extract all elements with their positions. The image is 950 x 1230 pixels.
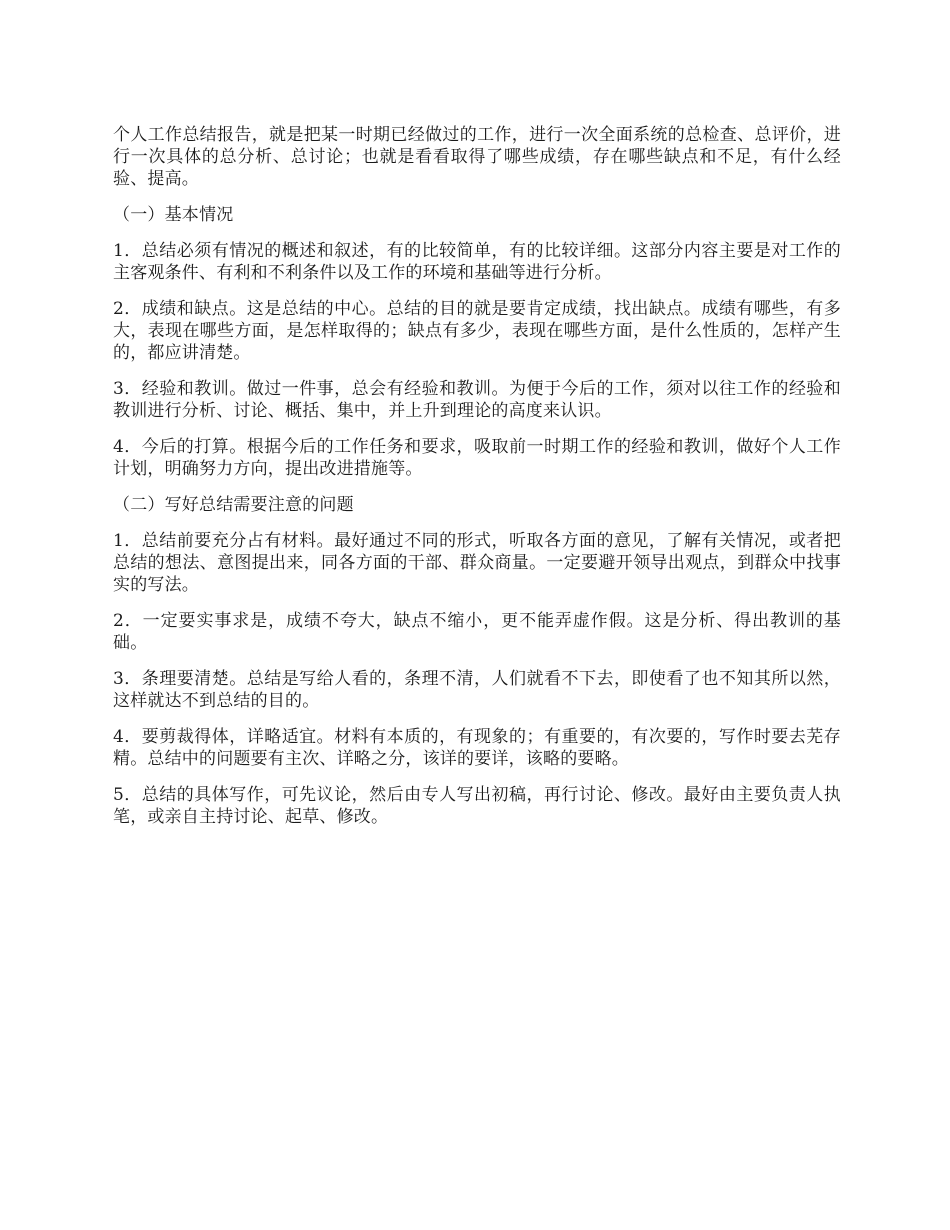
basic-item-2: 2．成绩和缺点。这是总结的中心。总结的目的就是要肯定成绩，找出缺点。成绩有哪些，有多大，表现在哪些方面，是怎样取得的；缺点有多少，表现在哪些方面，是什么性质的，怎样产生的，都应讲清楚。	[113, 299, 841, 363]
basic-item-4: 4．今后的打算。根据今后的工作任务和要求，吸取前一时期工作的经验和教训，做好个人工作计划，明确努力方向，提出改进措施等。	[113, 437, 841, 479]
section-heading-basic-situation: （一）基本情况	[113, 205, 234, 225]
basic-item-1: 1．总结必须有情况的概述和叙述，有的比较简单，有的比较详细。这部分内容主要是对工作的主客观条件、有利和不利条件以及工作的环境和基础等进行分析。	[113, 241, 841, 283]
issue-item-3: 3．条理要清楚。总结是写给人看的，条理不清，人们就看不下去，即使看了也不知其所以然，这样就达不到总结的目的。	[113, 669, 841, 711]
issue-item-5: 5．总结的具体写作，可先议论，然后由专人写出初稿，再行讨论、修改。最好由主要负责人执笔，或亲自主持讨论、起草、修改。	[113, 785, 841, 827]
section-heading-writing-issues: （二）写好总结需要注意的问题	[113, 495, 354, 515]
issue-item-1: 1．总结前要充分占有材料。最好通过不同的形式，听取各方面的意见，了解有关情况，或者把总结的想法、意图提出来，同各方面的干部、群众商量。一定要避开领导出观点，到群众中找事实的写法。	[113, 531, 841, 595]
issue-item-4: 4．要剪裁得体，详略适宜。材料有本质的，有现象的；有重要的，有次要的，写作时要去芜存精。总结中的问题要有主次、详略之分，该详的要详，该略的要略。	[113, 727, 841, 769]
issue-item-2: 2．一定要实事求是，成绩不夸大，缺点不缩小，更不能弄虚作假。这是分析、得出教训的基础。	[113, 611, 841, 653]
intro-paragraph: 个人工作总结报告，就是把某一时期已经做过的工作，进行一次全面系统的总检查、总评价，进行一次具体的总分析、总讨论；也就是看看取得了哪些成绩，存在哪些缺点和不足，有什么经验、提高。	[113, 125, 841, 189]
basic-item-3: 3．经验和教训。做过一件事，总会有经验和教训。为便于今后的工作，须对以往工作的经验和教训进行分析、讨论、概括、集中，并上升到理论的高度来认识。	[113, 379, 841, 421]
document-body	[113, 124, 841, 842]
